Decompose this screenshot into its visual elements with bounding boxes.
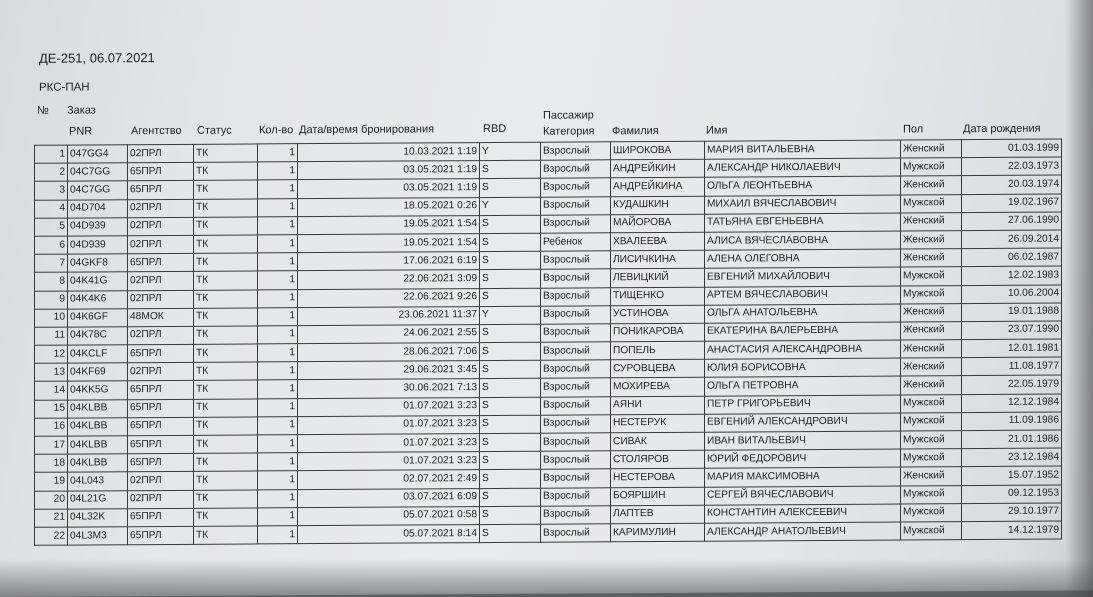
rbd-cell: S: [480, 524, 541, 543]
name-cell: ПЕТР ГРИГОРЬЕВИЧ: [705, 395, 901, 414]
sex-cell: Женский: [901, 249, 962, 268]
surname-cell: ЛЕВИЦКИЙ: [611, 269, 705, 288]
status-cell: ТК: [194, 144, 258, 163]
status-cell: ТК: [194, 162, 258, 181]
booking-datetime-cell: 19.05.2021 1:54: [298, 234, 480, 253]
category-cell: Взрослый: [541, 360, 611, 379]
name-cell: ОЛЬГА АНАТОЛЬЕВНА: [705, 304, 901, 323]
sex-cell: Мужской: [901, 431, 962, 450]
rbd-cell: S: [480, 288, 541, 307]
booking-datetime-cell: 22.06.2021 3:09: [298, 270, 480, 289]
birth-date-cell: 12.02.1983: [962, 266, 1062, 285]
header-seats: Кол-во: [259, 124, 294, 137]
name-cell: АЛЕКСАНДР АНАТОЛЬЕВИЧ: [705, 522, 901, 541]
sex-cell: Мужской: [901, 503, 962, 522]
status-cell: ТК: [194, 289, 258, 308]
surname-cell: ПОПЕЛЬ: [611, 341, 705, 360]
surname-cell: АНДРЕЙКИНА: [611, 178, 705, 197]
status-cell: ТК: [194, 489, 258, 508]
header-birth: Дата рождения: [963, 122, 1041, 136]
status-cell: ТК: [194, 326, 258, 345]
pnr-cell: 04D939: [68, 217, 128, 236]
pnr-cell: 04L32K: [68, 508, 128, 527]
agency-cell: 02ПРЛ: [128, 363, 194, 382]
birth-date-cell: 14.12.1979: [962, 521, 1062, 540]
rbd-cell: S: [480, 179, 541, 198]
row-number: 9: [35, 291, 68, 309]
name-cell: ИВАН ВИТАЛЬЕВИЧ: [705, 431, 901, 450]
status-cell: ТК: [194, 235, 258, 254]
status-cell: ТК: [194, 399, 258, 418]
status-cell: ТК: [194, 508, 258, 527]
birth-date-cell: 23.07.1990: [962, 321, 1062, 340]
surname-cell: АНДРЕЙКИН: [611, 159, 705, 178]
seats-cell: 1: [258, 307, 298, 325]
birth-date-cell: 10.06.2004: [962, 285, 1062, 304]
booking-datetime-cell: 05.07.2021 0:58: [298, 506, 480, 525]
sex-cell: Женский: [901, 467, 962, 486]
surname-cell: КУДАШКИН: [611, 196, 705, 215]
pnr-cell: 04D704: [68, 199, 128, 218]
status-cell: ТК: [194, 344, 258, 363]
rbd-cell: Y: [480, 197, 541, 216]
status-cell: ТК: [194, 362, 258, 381]
pnr-cell: 04C7GG: [68, 163, 128, 182]
surname-cell: ШИРОКОВА: [611, 141, 705, 160]
category-cell: Взрослый: [541, 469, 611, 488]
row-number: 15: [35, 400, 68, 418]
surname-cell: ЛИСИЧКИНА: [611, 250, 705, 269]
row-number: 16: [35, 418, 68, 436]
row-number: 10: [35, 309, 68, 327]
bottom-shadow: [0, 559, 1093, 597]
name-cell: ЕВГЕНИЙ АЛЕКСАНДРОВИЧ: [705, 413, 901, 432]
row-number: 2: [35, 163, 68, 181]
rbd-cell: S: [480, 488, 541, 507]
category-cell: Взрослый: [541, 142, 611, 161]
row-number: 13: [35, 363, 68, 381]
status-cell: ТК: [194, 435, 258, 454]
status-cell: ТК: [194, 417, 258, 436]
seats-cell: 1: [258, 471, 298, 489]
seats-cell: 1: [258, 398, 298, 416]
category-cell: Взрослый: [541, 451, 611, 470]
header-sex: Пол: [903, 123, 924, 136]
edge-shadow: [1065, 0, 1093, 597]
status-cell: ТК: [194, 198, 258, 217]
row-number: 20: [35, 491, 68, 509]
agency-cell: 65ПРЛ: [128, 399, 194, 418]
birth-date-cell: 29.10.1977: [962, 503, 1062, 522]
category-cell: Взрослый: [541, 178, 611, 197]
rbd-cell: S: [480, 251, 541, 270]
birth-date-cell: 09.12.1953: [962, 485, 1062, 504]
category-cell: Взрослый: [541, 524, 611, 543]
category-cell: Взрослый: [541, 196, 611, 215]
pnr-cell: 04K4K6: [68, 290, 128, 309]
rbd-cell: S: [480, 160, 541, 179]
status-cell: ТК: [194, 471, 258, 490]
name-cell: ЮЛИЯ БОРИСОВНА: [705, 358, 901, 377]
header-name: Имя: [706, 124, 728, 137]
rbd-cell: S: [480, 324, 541, 343]
pnr-cell: 04KK5G: [68, 381, 128, 400]
sex-cell: Женский: [901, 176, 962, 195]
rbd-cell: S: [480, 215, 541, 234]
birth-date-cell: 19.01.1988: [962, 303, 1062, 322]
pnr-cell: 04KF69: [68, 363, 128, 382]
name-cell: АРТЕМ ВЯЧЕСЛАВОВИЧ: [705, 285, 901, 304]
seats-cell: 1: [258, 435, 298, 453]
surname-cell: ЛАПТЕВ: [611, 505, 705, 524]
category-cell: Взрослый: [541, 506, 611, 525]
booking-datetime-cell: 01.07.2021 3:23: [298, 452, 480, 471]
booking-datetime-cell: 01.07.2021 3:23: [298, 397, 480, 416]
row-number: 19: [35, 472, 68, 490]
category-cell: Взрослый: [541, 378, 611, 397]
birth-date-cell: 01.03.1999: [962, 139, 1062, 158]
seats-cell: 1: [258, 144, 298, 162]
sex-cell: Женский: [901, 322, 962, 341]
header-category: Категория: [543, 125, 595, 138]
birth-date-cell: 12.01.1981: [962, 339, 1062, 358]
sex-cell: Мужской: [901, 485, 962, 504]
birth-date-cell: 21.01.1986: [962, 430, 1062, 449]
status-cell: ТК: [194, 271, 258, 290]
booking-datetime-cell: 03.05.2021 1:19: [298, 161, 480, 180]
booking-datetime-cell: 02.07.2021 2:49: [298, 470, 480, 489]
rbd-cell: S: [480, 415, 541, 434]
category-cell: Взрослый: [541, 287, 611, 306]
sex-cell: Женский: [901, 376, 962, 395]
sex-cell: Женский: [901, 340, 962, 359]
seats-cell: 1: [258, 453, 298, 471]
surname-cell: НЕСТЕРУК: [611, 414, 705, 433]
name-cell: АНАСТАСИЯ АЛЕКСАНДРОВНА: [705, 340, 901, 359]
status-cell: ТК: [194, 453, 258, 472]
birth-date-cell: 06.02.1987: [962, 248, 1062, 267]
status-cell: ТК: [194, 217, 258, 236]
category-cell: Взрослый: [541, 160, 611, 179]
category-cell: Взрослый: [541, 433, 611, 452]
pnr-cell: 04GKF8: [68, 254, 128, 273]
name-cell: ТАТЬЯНА ЕВГЕНЬЕВНА: [705, 213, 901, 232]
booking-datetime-cell: 22.06.2021 9:26: [298, 288, 480, 307]
rbd-cell: S: [480, 433, 541, 452]
surname-cell: МАЙОРОВА: [611, 214, 705, 233]
pnr-cell: 04K41G: [68, 272, 128, 291]
category-cell: Взрослый: [541, 487, 611, 506]
seats-cell: 1: [258, 271, 298, 289]
booking-datetime-cell: 01.07.2021 3:23: [298, 434, 480, 453]
name-cell: АЛЕКСАНДР НИКОЛАЕВИЧ: [705, 158, 901, 177]
header-passenger: Пассажир: [543, 109, 594, 122]
row-number: 5: [35, 218, 68, 236]
sex-cell: Женский: [901, 231, 962, 250]
rbd-cell: S: [480, 379, 541, 398]
agency-cell: 02ПРЛ: [128, 326, 194, 345]
category-cell: Взрослый: [541, 251, 611, 270]
flight-title: ДЕ-251, 06.07.2021: [39, 50, 155, 66]
rbd-cell: S: [480, 342, 541, 361]
surname-cell: ТИЩЕНКО: [611, 287, 705, 306]
agency-cell: 65ПРЛ: [128, 163, 194, 182]
pnr-cell: 04KLBB: [68, 418, 128, 437]
row-number: 7: [35, 254, 68, 272]
name-cell: ЕВГЕНИЙ МИХАЙЛОВИЧ: [705, 267, 901, 286]
agency-cell: 02ПРЛ: [128, 144, 194, 163]
rbd-cell: Y: [480, 142, 541, 161]
booking-datetime-cell: 03.07.2021 6:09: [298, 488, 480, 507]
rbd-cell: S: [480, 360, 541, 379]
agency-cell: 02ПРЛ: [128, 272, 194, 291]
pnr-cell: 04KLBB: [68, 399, 128, 418]
agency-cell: 02ПРЛ: [128, 217, 194, 236]
name-cell: ОЛЬГА ПЕТРОВНА: [705, 376, 901, 395]
birth-date-cell: 11.08.1977: [962, 357, 1062, 376]
header-agency: Агентство: [131, 124, 182, 138]
booking-datetime-cell: 10.03.2021 1:19: [298, 143, 480, 162]
birth-date-cell: 22.03.1973: [962, 157, 1062, 176]
row-number: 14: [35, 382, 68, 400]
status-cell: ТК: [194, 308, 258, 327]
status-cell: ТК: [194, 253, 258, 272]
category-cell: Ребенок: [541, 233, 611, 252]
sex-cell: Женский: [901, 358, 962, 377]
booking-datetime-cell: 28.06.2021 7:06: [298, 343, 480, 362]
rbd-cell: Y: [480, 306, 541, 325]
header-order: Заказ: [67, 104, 96, 117]
sex-cell: Мужской: [901, 522, 962, 541]
header-status: Статус: [197, 124, 232, 137]
rbd-cell: S: [480, 451, 541, 470]
status-cell: ТК: [194, 526, 258, 545]
booking-datetime-cell: 03.05.2021 1:19: [298, 179, 480, 198]
agency-cell: 65ПРЛ: [128, 417, 194, 436]
sex-cell: Мужской: [901, 394, 962, 413]
name-cell: ЕКАТЕРИНА ВАЛЕРЬЕВНА: [705, 322, 901, 341]
birth-date-cell: 26.09.2014: [962, 230, 1062, 249]
seats-cell: 1: [258, 326, 298, 344]
sex-cell: Женский: [901, 140, 962, 159]
seats-cell: 1: [258, 180, 298, 198]
row-number: 18: [35, 454, 68, 472]
agency-cell: 65ПРЛ: [128, 526, 194, 545]
category-cell: Взрослый: [541, 415, 611, 434]
seats-cell: 1: [258, 162, 298, 180]
row-number: 6: [35, 236, 68, 254]
booking-datetime-cell: 30.06.2021 7:13: [298, 379, 480, 398]
row-number: 3: [35, 181, 68, 199]
header-surname: Фамилия: [612, 124, 659, 138]
row-number: 8: [35, 272, 68, 290]
agency-cell: 02ПРЛ: [128, 290, 194, 309]
pnr-cell: 04D939: [68, 236, 128, 255]
seats-cell: 1: [258, 362, 298, 380]
category-cell: Взрослый: [541, 305, 611, 324]
surname-cell: МОХИРЕВА: [611, 378, 705, 397]
sex-cell: Мужской: [901, 194, 962, 213]
pnr-cell: 04L043: [68, 472, 128, 491]
category-cell: Взрослый: [541, 324, 611, 343]
agency-cell: 65ПРЛ: [128, 508, 194, 527]
rbd-cell: S: [480, 470, 541, 489]
category-cell: Взрослый: [541, 342, 611, 361]
header-booked: Дата/время бронирования: [299, 123, 435, 137]
seats-cell: 1: [258, 507, 298, 525]
agency-cell: 65ПРЛ: [128, 344, 194, 363]
company-name: РКС-ПАН: [39, 81, 90, 94]
header-pnr: PNR: [69, 125, 93, 138]
booking-datetime-cell: 29.06.2021 3:45: [298, 361, 480, 380]
rbd-cell: S: [480, 506, 541, 525]
birth-date-cell: 19.02.1967: [962, 194, 1062, 213]
name-cell: СЕРГЕЙ ВЯЧЕСЛАВОВИЧ: [705, 486, 901, 505]
pnr-cell: 04K6GF: [68, 308, 128, 327]
surname-cell: СТОЛЯРОВ: [611, 450, 705, 469]
agency-cell: 02ПРЛ: [128, 199, 194, 218]
header-rbd: RBD: [483, 122, 507, 136]
row-number: 21: [35, 509, 68, 527]
booking-datetime-cell: 05.07.2021 8:14: [298, 525, 480, 544]
seats-cell: 1: [258, 235, 298, 253]
rbd-cell: S: [480, 270, 541, 289]
agency-cell: 65ПРЛ: [128, 381, 194, 400]
seats-cell: 1: [258, 253, 298, 271]
surname-cell: АЯНИ: [611, 396, 705, 415]
name-cell: АЛИСА ВЯЧЕСЛАВОВНА: [705, 231, 901, 250]
sex-cell: Мужской: [901, 412, 962, 431]
surname-cell: КАРИМУЛИН: [611, 523, 705, 542]
header-no: №: [37, 104, 49, 117]
pnr-cell: 04KLBB: [68, 454, 128, 473]
sex-cell: Мужской: [901, 285, 962, 304]
pnr-cell: 04C7GG: [68, 181, 128, 200]
status-cell: ТК: [194, 180, 258, 199]
birth-date-cell: 15.07.1952: [962, 466, 1062, 485]
category-cell: Взрослый: [541, 215, 611, 234]
seats-cell: 1: [258, 380, 298, 398]
agency-cell: 65ПРЛ: [128, 435, 194, 454]
category-cell: Взрослый: [541, 269, 611, 288]
name-cell: МАРИЯ МАКСИМОВНА: [705, 467, 901, 486]
agency-cell: 02ПРЛ: [128, 472, 194, 491]
birth-date-cell: 20.03.1974: [962, 175, 1062, 194]
agency-cell: 65ПРЛ: [128, 181, 194, 200]
sex-cell: Мужской: [901, 267, 962, 286]
booking-datetime-cell: 19.05.2021 1:54: [298, 215, 480, 234]
pnr-cell: 04K78C: [68, 327, 128, 346]
passenger-table: [34, 139, 1062, 546]
pnr-cell: 04KLBB: [68, 436, 128, 455]
pnr-cell: 04L3M3: [68, 527, 128, 546]
seats-cell: 1: [258, 216, 298, 234]
surname-cell: БОЯРШИН: [611, 487, 705, 506]
seats-cell: 1: [258, 489, 298, 507]
booking-datetime-cell: 17.06.2021 6:19: [298, 252, 480, 271]
seats-cell: 1: [258, 344, 298, 362]
surname-cell: СУРОВЦЕВА: [611, 359, 705, 378]
birth-date-cell: 23.12.1984: [962, 448, 1062, 467]
name-cell: КОНСТАНТИН АЛЕКСЕЕВИЧ: [705, 504, 901, 523]
row-number: 11: [35, 327, 68, 345]
name-cell: МИХАИЛ ВЯЧЕСЛАВОВИЧ: [705, 195, 901, 214]
surname-cell: СИВАК: [611, 432, 705, 451]
agency-cell: 02ПРЛ: [128, 235, 194, 254]
birth-date-cell: 11.09.1986: [962, 412, 1062, 431]
seats-cell: 1: [258, 526, 298, 544]
pnr-cell: 047GG4: [68, 145, 128, 164]
booking-datetime-cell: 24.06.2021 2:55: [298, 324, 480, 343]
name-cell: АЛЕНА ОЛЕГОВНА: [705, 249, 901, 268]
agency-cell: 65ПРЛ: [128, 253, 194, 272]
name-cell: ОЛЬГА ЛЕОНТЬЕВНА: [705, 176, 901, 195]
pnr-cell: 04L21G: [68, 490, 128, 509]
surname-cell: ХВАЛЕЕВА: [611, 232, 705, 251]
rbd-cell: S: [480, 233, 541, 252]
booking-datetime-cell: 01.07.2021 3:23: [298, 415, 480, 434]
status-cell: ТК: [194, 380, 258, 399]
row-number: 4: [35, 200, 68, 218]
row-number: 22: [35, 527, 68, 545]
seats-cell: 1: [258, 289, 298, 307]
booking-datetime-cell: 23.06.2021 11:37: [298, 306, 480, 325]
name-cell: ЮРИЙ ФЕДОРОВИЧ: [705, 449, 901, 468]
agency-cell: 02ПРЛ: [128, 490, 194, 509]
surname-cell: УСТИНОВА: [611, 305, 705, 324]
surname-cell: НЕСТЕРОВА: [611, 469, 705, 488]
seats-cell: 1: [258, 198, 298, 216]
agency-cell: 65ПРЛ: [128, 454, 194, 473]
category-cell: Взрослый: [541, 396, 611, 415]
sex-cell: Женский: [901, 212, 962, 231]
row-number: 1: [35, 145, 68, 163]
pnr-cell: 04KCLF: [68, 345, 128, 364]
booking-datetime-cell: 18.05.2021 0:26: [298, 197, 480, 216]
sex-cell: Мужской: [901, 449, 962, 468]
seats-cell: 1: [258, 416, 298, 434]
row-number: 17: [35, 436, 68, 454]
birth-date-cell: 27.06.1990: [962, 212, 1062, 231]
name-cell: МАРИЯ ВИТАЛЬЕВНА: [705, 140, 901, 159]
birth-date-cell: 12.12.1984: [962, 394, 1062, 413]
row-number: 12: [35, 345, 68, 363]
rbd-cell: S: [480, 397, 541, 416]
sex-cell: Женский: [901, 303, 962, 322]
surname-cell: ПОНИКАРОВА: [611, 323, 705, 342]
agency-cell: 48МОК: [128, 308, 194, 327]
sex-cell: Мужской: [901, 158, 962, 177]
birth-date-cell: 22.05.1979: [962, 375, 1062, 394]
